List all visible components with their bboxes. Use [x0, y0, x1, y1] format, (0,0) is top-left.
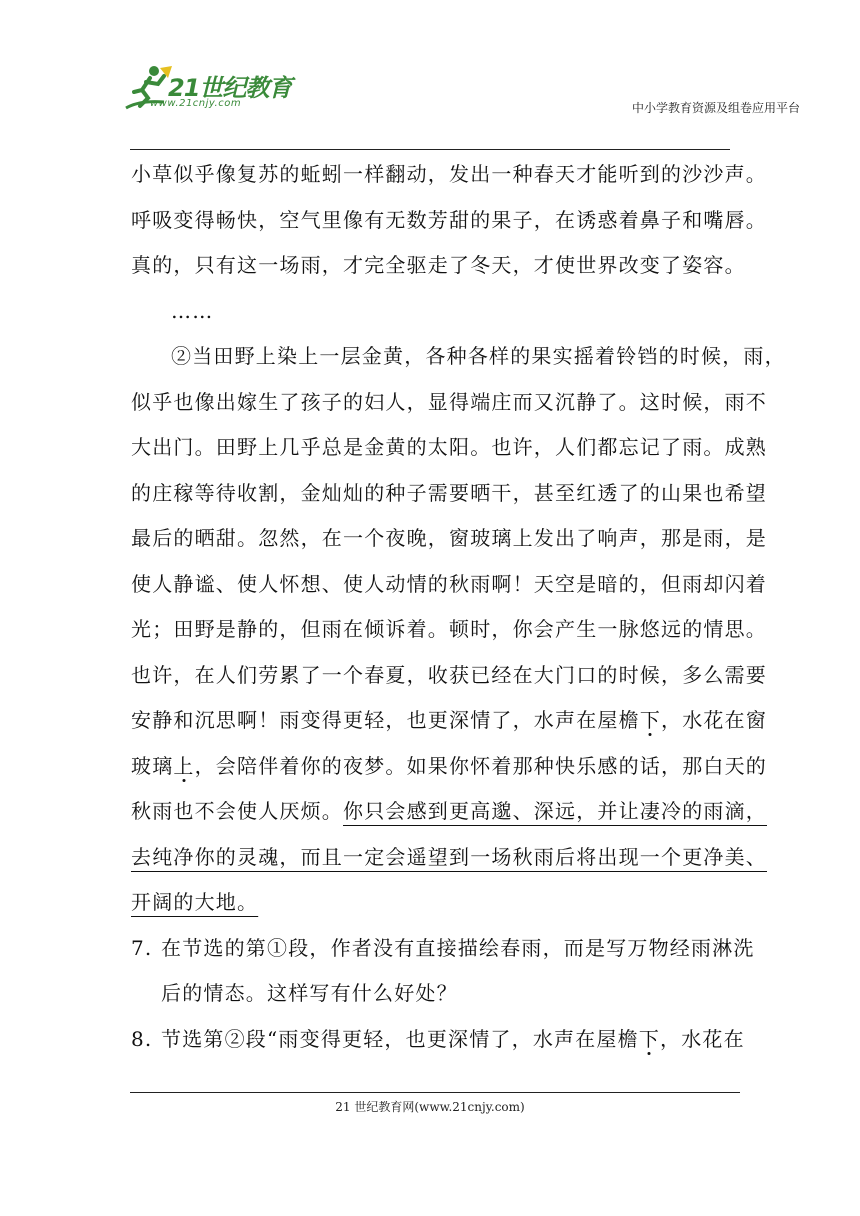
question-7-continued: 后的情态。这样写有什么好处？ — [161, 981, 458, 1005]
text-segment: 秋雨也不会使人厌烦。 — [131, 799, 343, 823]
emphasis-dot-char: 下 — [638, 1026, 661, 1051]
passage-line: 光；田野是静的，但雨在倾诉着。顿时，你会产生一脉悠远的情思。 — [131, 617, 767, 641]
text-segment: ，水花在窗 — [661, 708, 768, 732]
passage-line: 呼吸变得畅快，空气里像有无数芳甜的果子，在诱惑着鼻子和嘴唇。 — [131, 207, 767, 232]
passage-line: 最后的晒甜。忽然，在一个夜晚，窗玻璃上发出了响声，那是雨，是 — [131, 526, 767, 550]
passage-line: 也许，在人们劳累了一个春夏，收获已经在大门口的时候，多么需要 — [131, 662, 767, 687]
passage-line: 真的，只有这一场雨，才完全驱走了冬天，才使世界改变了姿容。 — [131, 253, 746, 277]
text-segment: 安静和沉思啊！雨变得更轻，也更深情了，水声在屋檐 — [131, 708, 640, 732]
passage-line: 的庄稼等待收割，金灿灿的种子需要晒干，甚至红透了的山果也希望 — [131, 480, 767, 505]
question-8 — [131, 1017, 745, 1063]
question-text: ，水花在 — [660, 1026, 745, 1051]
question-7 — [131, 926, 755, 972]
emphasis-dot-char: 上 — [173, 753, 195, 778]
document-body — [131, 152, 786, 1062]
logo-url: www.21cnjy.com — [150, 98, 242, 109]
passage-line — [131, 880, 731, 926]
passage-line: ②当田野上染上一层金黄，各种各样的果实摇着铃铛的时候，雨， — [171, 344, 786, 368]
passage-line — [131, 789, 767, 835]
page-footer: 21 世纪教育网(www.21cnjy.com) — [335, 1100, 525, 1114]
logo-text: 21世纪教育 — [168, 74, 292, 102]
header-platform-name: 中小学教育资源及组卷应用平台 — [631, 101, 800, 115]
emphasis-dot-char: 下 — [639, 708, 662, 732]
underlined-sentence: 去纯净你的灵魂，而且一定会遥望到一场秋雨后将出现一个更净美、 — [131, 844, 767, 869]
logo — [120, 62, 300, 114]
text-segment: 玻璃 — [131, 753, 174, 778]
question-text: 在节选的第①段，作者没有直接描绘春雨，而是写万物经雨淋洗 — [161, 935, 755, 960]
passage-ellipsis: …… — [171, 298, 214, 323]
passage-line: 似乎也像出嫁生了孩子的妇人，显得端庄而又沉静了。这时候，雨不 — [131, 389, 767, 414]
underlined-sentence: 你只会感到更高邈、深远，并让凄冷的雨滴， — [343, 799, 767, 823]
page-header — [0, 0, 860, 160]
question-text: 节选第②段“雨变得更轻，也更深情了，水声在屋檐 — [161, 1026, 639, 1051]
underlined-sentence: 开阔的大地。 — [131, 890, 259, 914]
footer-divider — [130, 1092, 740, 1093]
question-number: 8. — [131, 1026, 153, 1051]
header-divider — [130, 149, 730, 150]
passage-line: 使人静谧、使人怀想、使人动情的秋雨啊！天空是暗的，但雨却闪着 — [131, 571, 767, 596]
passage-line — [131, 698, 768, 744]
text-segment: ，会陪伴着你的夜梦。如果你怀着那种快乐感的话，那白天的 — [194, 753, 768, 778]
question-number: 7. — [131, 935, 153, 960]
passage-line: 大出门。田野上几乎总是金黄的太阳。也许，人们都忘记了雨。成熟 — [131, 435, 767, 459]
passage-line — [131, 835, 767, 881]
passage-line: 小草似乎像复苏的蚯蚓一样翻动，发出一种春天才能听到的沙沙声。 — [131, 162, 767, 186]
passage-line — [131, 744, 768, 790]
